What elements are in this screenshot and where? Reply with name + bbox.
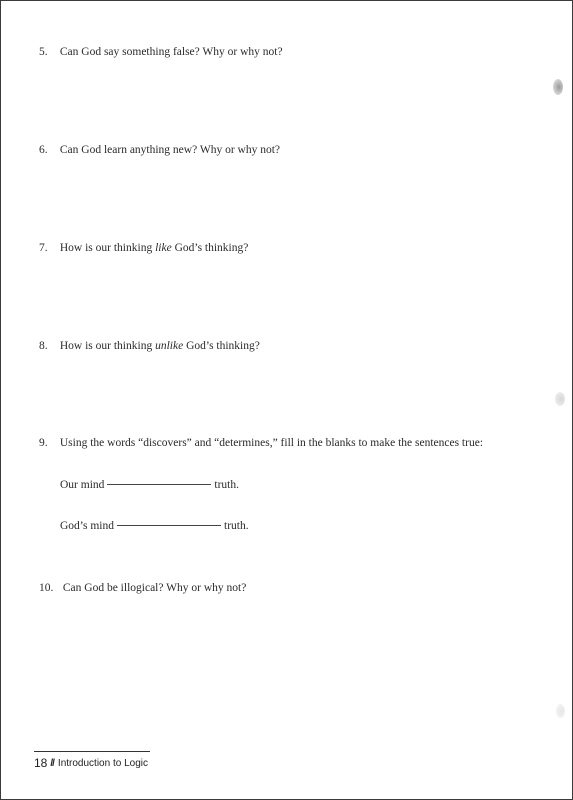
question-number: 5. — [39, 46, 48, 58]
fill-in-suffix: truth. — [214, 479, 240, 491]
fill-in-suffix: truth. — [224, 520, 249, 532]
answer-blank[interactable] — [117, 525, 221, 526]
question-text-start: How is our thinking — [59, 340, 156, 352]
question-9 — [39, 436, 483, 450]
question-6 — [39, 143, 280, 157]
answer-blank[interactable] — [107, 484, 211, 485]
fill-in-gods-mind — [60, 519, 249, 533]
question-number: 7. — [39, 242, 48, 254]
question-8 — [39, 339, 260, 353]
page-number: 18 — [34, 756, 48, 770]
question-text-end: God’s thinking? — [171, 242, 249, 254]
question-emphasis: unlike — [155, 340, 184, 352]
question-10 — [39, 581, 246, 595]
question-text: Can God learn anything new? Why or why not? — [59, 144, 281, 156]
footer-rule — [34, 751, 150, 752]
question-number: 6. — [39, 144, 48, 156]
book-title: Introduction to Logic — [57, 757, 148, 769]
question-emphasis: like — [155, 242, 172, 254]
binder-hole-bottom — [556, 704, 565, 718]
fill-in-our-mind — [60, 478, 239, 492]
question-number: 9. — [39, 437, 48, 449]
question-text: Can God say something false? Why or why not? — [59, 46, 283, 58]
binder-hole-top — [553, 79, 563, 95]
page-footer — [34, 756, 148, 770]
fill-in-label: Our mind — [60, 479, 105, 491]
question-number: 10. — [39, 582, 54, 594]
question-text-end: God’s thinking? — [183, 340, 260, 352]
question-5 — [39, 45, 283, 59]
question-7 — [39, 241, 248, 255]
question-number: 8. — [39, 340, 48, 352]
question-text-start: How is our thinking — [59, 242, 156, 254]
question-text: Using the words “discovers” and “determines,” fill in the blanks to make the sentences true: — [59, 437, 484, 449]
binder-hole-middle — [555, 392, 565, 406]
fill-in-label: God’s mind — [60, 520, 114, 532]
footer-separator: // — [50, 757, 54, 769]
question-text: Can God be illogical? Why or why not? — [62, 582, 247, 594]
